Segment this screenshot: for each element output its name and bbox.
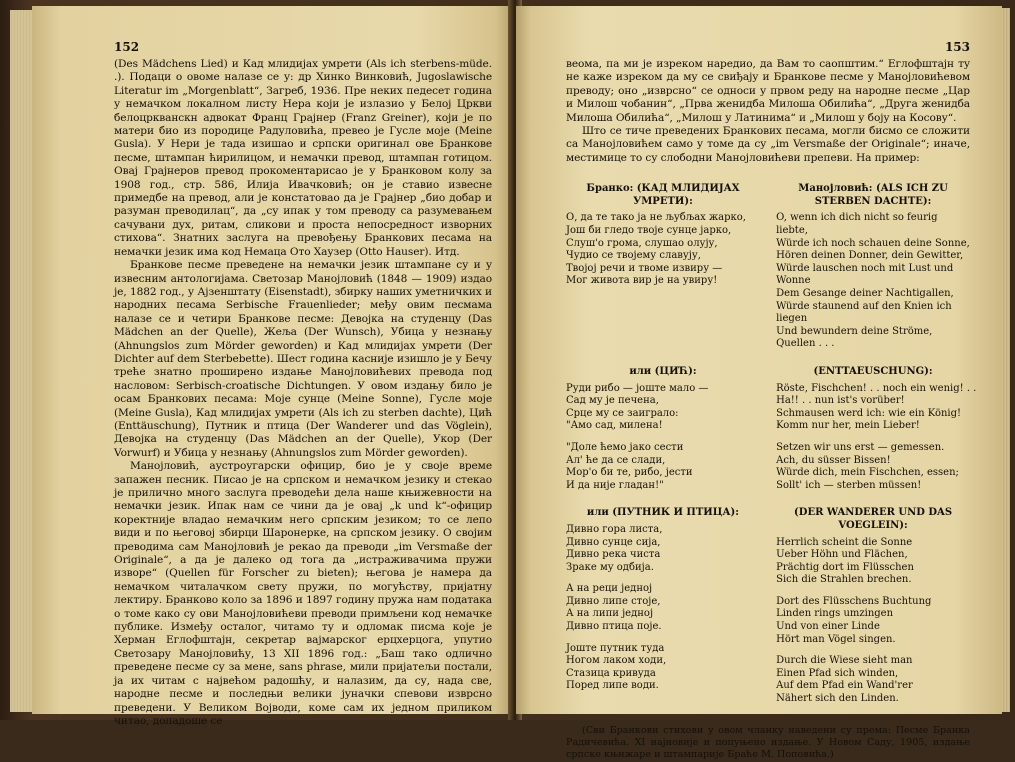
poem-line: Komm nur her, mein Lieber! xyxy=(776,420,920,432)
stanza xyxy=(776,537,970,587)
page-number-left: 152 xyxy=(114,40,140,54)
paragraph: веома, па ми је изреком наредио, да Вам то саопштим.“ Еглофштајн ту не каже изреком да му се свиђају и Бранкове песме у Манојловићевом преводу; оно „изврсно“ се односи у првом реду на народне песме „Цар и Милош чобанин“, „Прва женидба Милоша Обилића“, „Друга женидба Милоша Обилића“, „Милош у Латинима“ и „Милош у боју на Косову“. xyxy=(566,58,970,124)
poem-line: Поред липе води. xyxy=(566,680,659,692)
poem-heading-german: (ENTTAEUSCHUNG): xyxy=(813,365,933,377)
left-page xyxy=(32,6,510,727)
right-page xyxy=(516,6,1002,761)
poem-line: Röste, Fischchen! . . noch ein wenig! . . xyxy=(776,382,977,394)
stanza xyxy=(776,382,977,433)
stanza xyxy=(566,383,760,433)
poem-line: Linden rings umzingen xyxy=(776,608,894,620)
poem-line: Durch die Wiese sieht man xyxy=(776,655,913,667)
poem-line: Чудио се твојему славују, xyxy=(566,250,701,262)
poem-line: Quellen . . . xyxy=(776,338,835,350)
stanza xyxy=(566,212,760,288)
page-number-right: 153 xyxy=(944,40,970,54)
poem-line: Дивно река чиста xyxy=(566,549,661,561)
poem-heading-german: Манојловић: (ALS ICH ZU STERBEN DACHTE): xyxy=(798,183,948,207)
poem-line: Würde ich noch schauen deine Sonne, xyxy=(776,237,970,249)
poem-line: Setzen wir uns erst — gemessen. xyxy=(776,441,945,453)
german-column xyxy=(776,177,970,360)
poem-line: Würde dich, mein Fischchen, essen; xyxy=(776,467,959,479)
poem-line: Мог живота вир је на увиру! xyxy=(566,275,718,287)
poem-line: Herrlich scheint die Sonne xyxy=(776,536,913,548)
poem-heading-serbian: Бранко: (КАД МЛИДИЈАХ УМРЕТИ): xyxy=(586,183,740,207)
poem-line: Einen Pfad sich winden, xyxy=(776,667,899,679)
poem-line: Sich die Strahlen brechen. xyxy=(776,574,912,586)
poem-line: Nähert sich den Linden. xyxy=(776,693,899,705)
poem-line: Prächtig dort im Flüsschen xyxy=(776,561,914,573)
serbian-column xyxy=(566,177,760,360)
poem-heading-serbian: или (ЦИЋ): xyxy=(629,365,697,377)
poem-heading-serbian: или (ПУТНИК И ПТИЦА): xyxy=(586,507,739,519)
stanza xyxy=(776,442,970,492)
paragraph: Манојловић, аустроугарски официр, био је у своје време запажен песник. Писао је на српском и немачком језику и стекао је прилично много заслуга преводећи дела наше књижевности на немачки језик. Ипак нам се чини да је овај „k und k“-официр коректније владао немачким него српским језиком; то се лепо види и по његовој збирци Шаронерке, на српском језику. О својим преводима сам Манојловић је рекао да преводи „im Versmaße der Originale“, а да је далеко од тога да „истраживачима пружи изворе“ (Quellen für Forscher zu bieten); његова је намера да немачком читалачком свету пружи, по могућству, пријатну лектиру. Бранково коло за 1896 и 1897 годину пружа нам података о томе како су ови Манојловићеви преводи примљени код немачке публике. Између осталог, читамо ту и одломак писма које је Херман Еглофштајн, секретар вајмарског ерцхерцога, упутио Светозару Манојловићу, 13 XII 1896 год.: „Баш тако одлично преведене песме су за мене, sans phrase, мили пријатељи постали, ја их читам с највећом радошћу, и налазим, да су, нада све, народне песме и последњи велики јуначки спевови изврсно преведени. У Великом Војводи, коме сам их једном приликом читао, допадоше се xyxy=(114,460,492,727)
poem-line: liebte, xyxy=(776,225,808,237)
poem-line: И да није гладан!" xyxy=(566,479,664,491)
poem-line: O, wenn ich dich nicht so feurig xyxy=(776,212,938,224)
poem-line: О, да те тако ја не љубљах жарко, xyxy=(566,212,746,224)
poem-line: Сад му је печена, xyxy=(566,395,659,407)
paragraph: Што се тиче преведених Бранкових песама, могли бисмо се сложити са Манојловићем само у томе да су „im Versmaße der Originale“; иначе, местимице то су слободни Манојловићеви препеви. На пример: xyxy=(566,125,970,164)
poem-heading-german: (DER WANDERER UND DAS VOEGLEIN): xyxy=(794,507,953,531)
poem-line: Würde lauschen noch mit Lust und xyxy=(776,262,954,274)
poem-line: А на липи једној xyxy=(566,608,654,620)
stanza xyxy=(566,643,760,693)
stanza xyxy=(776,596,970,646)
poem-line: Дивно птица поје. xyxy=(566,621,662,633)
poem-line: Стазица кривуда xyxy=(566,667,656,679)
poem-line: Срце му се заиграло: xyxy=(566,407,679,419)
poem-line: Твојој речи и твоме извиру — xyxy=(566,262,723,274)
poem-comparison xyxy=(566,177,977,714)
poem-line: "Амо сад, милена! xyxy=(566,420,663,432)
poem-line: Hört man Vögel singen. xyxy=(776,633,896,645)
poem-line: Јоште путник туда xyxy=(566,642,665,654)
stanza xyxy=(566,442,760,492)
poem-line: Дивно гора листа, xyxy=(566,523,663,535)
stanza xyxy=(566,524,760,574)
poem-line: Würde staunend auf den Knien ich xyxy=(776,300,952,312)
poem-line: Још би гледо твоје сунце јарко, xyxy=(566,225,732,237)
stanza xyxy=(566,583,760,633)
poem-line: Und bewundern deine Ströme, xyxy=(776,325,933,337)
poem-line: Ueber Höhn und Flächen, xyxy=(776,549,908,561)
stanza xyxy=(776,655,970,705)
poem-line: Руди рибо — јоште мало — xyxy=(566,382,709,394)
poem-line: "Доле ћемо јако сести xyxy=(566,441,684,453)
poem-line: Hören deinen Donner, dein Gewitter, xyxy=(776,250,964,262)
poem-line: liegen xyxy=(776,313,808,325)
paragraph: Бранкове песме преведене на немачки језик штампане су и у извесним антологијама. Светозар Манојловић (1848 — 1909) издао је, 1882 год., у Ајзенштату (Eisenstadt), збирку наших уметничких и народних песама Serbische Frauenlieder; међу овим песмама налазе се и четири Бранкове песме: Девојка на студенцу (Das Mädchen an der Quelle), Жеља (Der Wunsch), Убица у незнању (Ahnungslos zum Mörder geworden) и Кад млидијах умрети (Der Dichter auf dem Sterbebette). Шест година касније изишло је у Бечу треће знатно проширено издање Манојловићевих превода под насловом: Serbisch-croatische Dichtungen. У овом издању било је осам Бранкових песама: Моје сунце (Meine Sonne), Гусле моје (Meine Gusla), Кад млидијах умрети (Als ich zu sterben dachte), Цић (Enttäuschung), Путник и птица (Der Wanderer und das Vöglein), Девојка на студенцу (Das Mädchen an der Quelle), Укор (Der Vorwurf) и Убица у незнању (Ahnungslos zum Mörder geworden). xyxy=(114,259,492,459)
poem-line: Dem Gesange deiner Nachtigallen, xyxy=(776,288,954,299)
paragraph: (Des Mädchens Lied) и Кад млидијах умрети (Als ich sterbens-müde. .). Подаци о овоме налазе се у: др Хинко Винковић, Jugoslawische Literatur im „Morgenblatt“, Загреб, 1936. Пре неких педесет година у немачком локалном листу Нера који је излазио у Белој Цркви белоцркванскн адвокат Франц Грајнер (Franz Greiner), који је по матери био из породице Радуловића, превео је Гусле моје (Meine Gusla). У Нери је тада изишао и српски оригинал ове Бранкове песме, штампан ћирилицом, и немачки превод, штампан готицом. Овај Грајнеров превод прокоментарисао је у Бранковом колу за 1908 год., стр. 586, Илија Ивачковић; он је ставио извесне примедбе на превод, али је констатовао да је Грајнер „био добар и разуман преводилац“, да „су ипак у том преводу са разумевањем сачувани дух, ритам, сликови и проста непосредност изворних стихова“. Знатних заслуга на превођењу Бранкових песама на немачки језик има код Немаца Ото Хаузер (Otto Hauser). Итд. xyxy=(114,58,492,258)
poem-line: А на реци једној xyxy=(566,583,653,595)
poem-line: Мор'о би те, рибо, јести xyxy=(566,467,693,479)
footnote: (Сви Бранкови стихови у овом чланку наведени су према: Песме Бранка Радичевића. XI најновије и попуњено издање. У Новом Саду, 1905, издање српске књижаре и штампарије Браће М. Поповића.) xyxy=(566,724,970,761)
poem-line: Дивно липе стоје, xyxy=(566,595,661,607)
poem-line: Ал' ће да се слади, xyxy=(566,454,666,466)
poem-line: Dort des Flüsschens Buchtung xyxy=(776,595,932,607)
poem-line: Ha!! . . nun ist's vorüber! xyxy=(776,395,905,407)
poem-line: Зраке му одбија. xyxy=(566,561,654,573)
poem-line: Und von einer Linde xyxy=(776,621,880,633)
poem-line: Ногом лаком ходи, xyxy=(566,655,667,667)
stanza xyxy=(776,212,970,351)
poem-line: Auf dem Pfad ein Wand'rer xyxy=(776,680,913,692)
poem-line: Wonne xyxy=(776,275,811,287)
poem-line: Дивно сунце сија, xyxy=(566,536,661,548)
poem-line: Sollt' ich — sterben müssen! xyxy=(776,479,922,491)
poem-line: Ach, du süsser Bissen! xyxy=(776,454,891,466)
poem-line: Слуш'о грома, слушао олују, xyxy=(566,237,718,249)
poem-line: Schmausen werd ich: wie ein König! xyxy=(776,407,962,419)
